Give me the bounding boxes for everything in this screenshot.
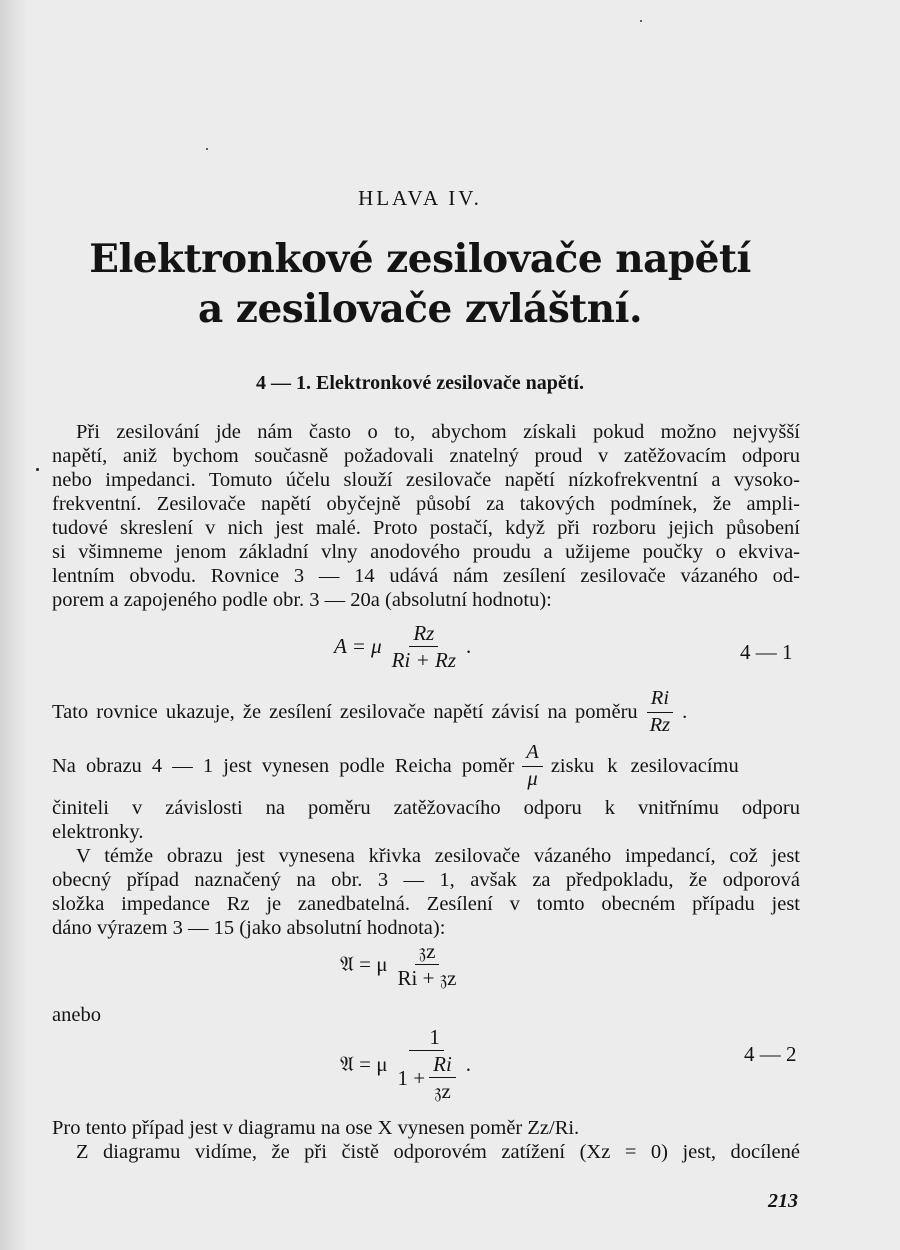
- equation-lhs: 𝔄 = μ: [340, 1051, 388, 1076]
- paragraph-line: složka impedance Rz je zanedbatelná. Zesílení v tomto obecném případu jest: [52, 893, 800, 915]
- paragraph-line: frekventní. Zesilovače napětí obyčejně působí za takových podmínek, že ampli-: [52, 493, 800, 515]
- equation-fraction: [388, 622, 460, 671]
- fraction-numerator: Rz: [409, 622, 438, 647]
- equation-fraction: [394, 1026, 460, 1102]
- paragraph-line: napětí, aniž bychom současně požadovali znatelný proud v zatěžovacím odporu: [52, 445, 800, 467]
- paragraph-ratio: Tato rovnice ukazuje, že zesílení zesilovače napětí závisí na poměru $\frac{Ri}{Rz}$ .: [52, 687, 688, 736]
- inline-fraction: [522, 742, 543, 790]
- chapter-title-line-1: Elektronkové zesilovače napětí: [89, 236, 751, 282]
- paragraph-line: elektronky.: [52, 821, 144, 843]
- page-number: 213: [768, 1190, 798, 1212]
- equation-lhs: A = μ: [334, 634, 382, 659]
- paragraph-line: obecný případ naznačený na obr. 3 — 1, avšak za předpokladu, že odporová: [52, 869, 800, 891]
- paragraph-text: Tato rovnice ukazuje, že zesílení zesilovače napětí závisí na poměru: [52, 700, 638, 723]
- paragraph-line: si všimneme jenom základní vlny anodového proudu a užijeme poučky o ekviva-: [52, 541, 800, 563]
- paragraph-text: zisku k zesilovacímu: [550, 754, 739, 777]
- fraction-denominator: [394, 1051, 460, 1102]
- fraction-numerator: 1: [409, 1026, 444, 1051]
- fraction-numerator: Ri: [429, 1053, 456, 1078]
- equation-number: 4 — 2: [744, 1042, 797, 1066]
- equation-fraktur: [340, 940, 461, 989]
- paragraph-line: tudové skreslení v nich jest malé. Proto postačí, když při rozboru jejich působení: [52, 517, 800, 539]
- equation-fraction: [394, 940, 461, 989]
- equation-number: 4 — 1: [740, 640, 793, 664]
- paragraph-line: činiteli v závislosti na poměru zatěžovacího odporu k vnitřnímu odporu: [52, 797, 800, 819]
- fraction-numerator: Ri: [647, 688, 673, 713]
- equation-lhs: 𝔄 = μ: [340, 952, 388, 977]
- paragraph-line: Při zesilování jde nám často o to, abychom získali pokud možno nejvyšší: [76, 421, 800, 443]
- print-speck: [640, 20, 642, 22]
- paragraph-line: Pro tento případ jest v diagramu na ose X vynesen poměr Zz/Ri.: [52, 1117, 580, 1139]
- equation-4-2: 𝔄 = μ 1 1 + $\frac{Ri}{\text{𝔷z}}$ .: [340, 1025, 472, 1104]
- paragraph-gain-ratio: [52, 742, 800, 790]
- equation-4-1: A = μ $\frac{Rz}{Ri + Rz}$ .: [334, 621, 472, 673]
- connector-word: anebo: [52, 1004, 101, 1026]
- paragraph-line: nebo impedanci. Tomuto účelu slouží zesilovače napětí nízkofrekventní a vysoko-: [52, 469, 800, 491]
- print-speck: [206, 148, 208, 150]
- paragraph-line: lentním obvodu. Rovnice 3 — 14 udává nám zesílení zesilovače vázaného od-: [52, 565, 800, 587]
- fraction-denominator: Ri + Rz: [391, 648, 457, 673]
- paragraph-line: V témže obrazu jest vynesena křivka zesilovače vázaného impedancí, což jest: [76, 845, 800, 867]
- print-speck: [36, 468, 39, 471]
- fraction-denominator: 𝔷z: [434, 1079, 451, 1104]
- section-heading: 4 — 1. Elektronkové zesilovače napětí.: [256, 372, 584, 394]
- paragraph-text: Na obrazu 4 — 1 jest vynesen podle Reicha poměr: [52, 754, 515, 777]
- fraction-numerator: 𝔷z: [415, 940, 440, 965]
- chapter-title-line-2: a zesilovače zvláštní.: [197, 286, 643, 332]
- paragraph-line: Z diagramu vidíme, že při čistě odporovém zatížení (Xz = 0) jest, docílené: [76, 1141, 800, 1163]
- denominator-prefix: 1 +: [397, 1065, 426, 1090]
- fraction-denominator: Ri + 𝔷z: [397, 966, 457, 991]
- fraction-denominator: μ: [527, 767, 538, 790]
- fraction-numerator: A: [522, 742, 543, 767]
- fraction-denominator: Rz: [649, 713, 671, 736]
- paragraph-line: dáno výrazem 3 — 15 (jako absolutní hodnota):: [52, 917, 446, 939]
- inline-fraction: [646, 688, 675, 736]
- chapter-label: HLAVA IV.: [358, 186, 482, 210]
- paragraph-line: porem a zapojeného podle obr. 3 — 20a (absolutní hodnotu):: [52, 589, 552, 611]
- nested-fraction: [429, 1053, 456, 1102]
